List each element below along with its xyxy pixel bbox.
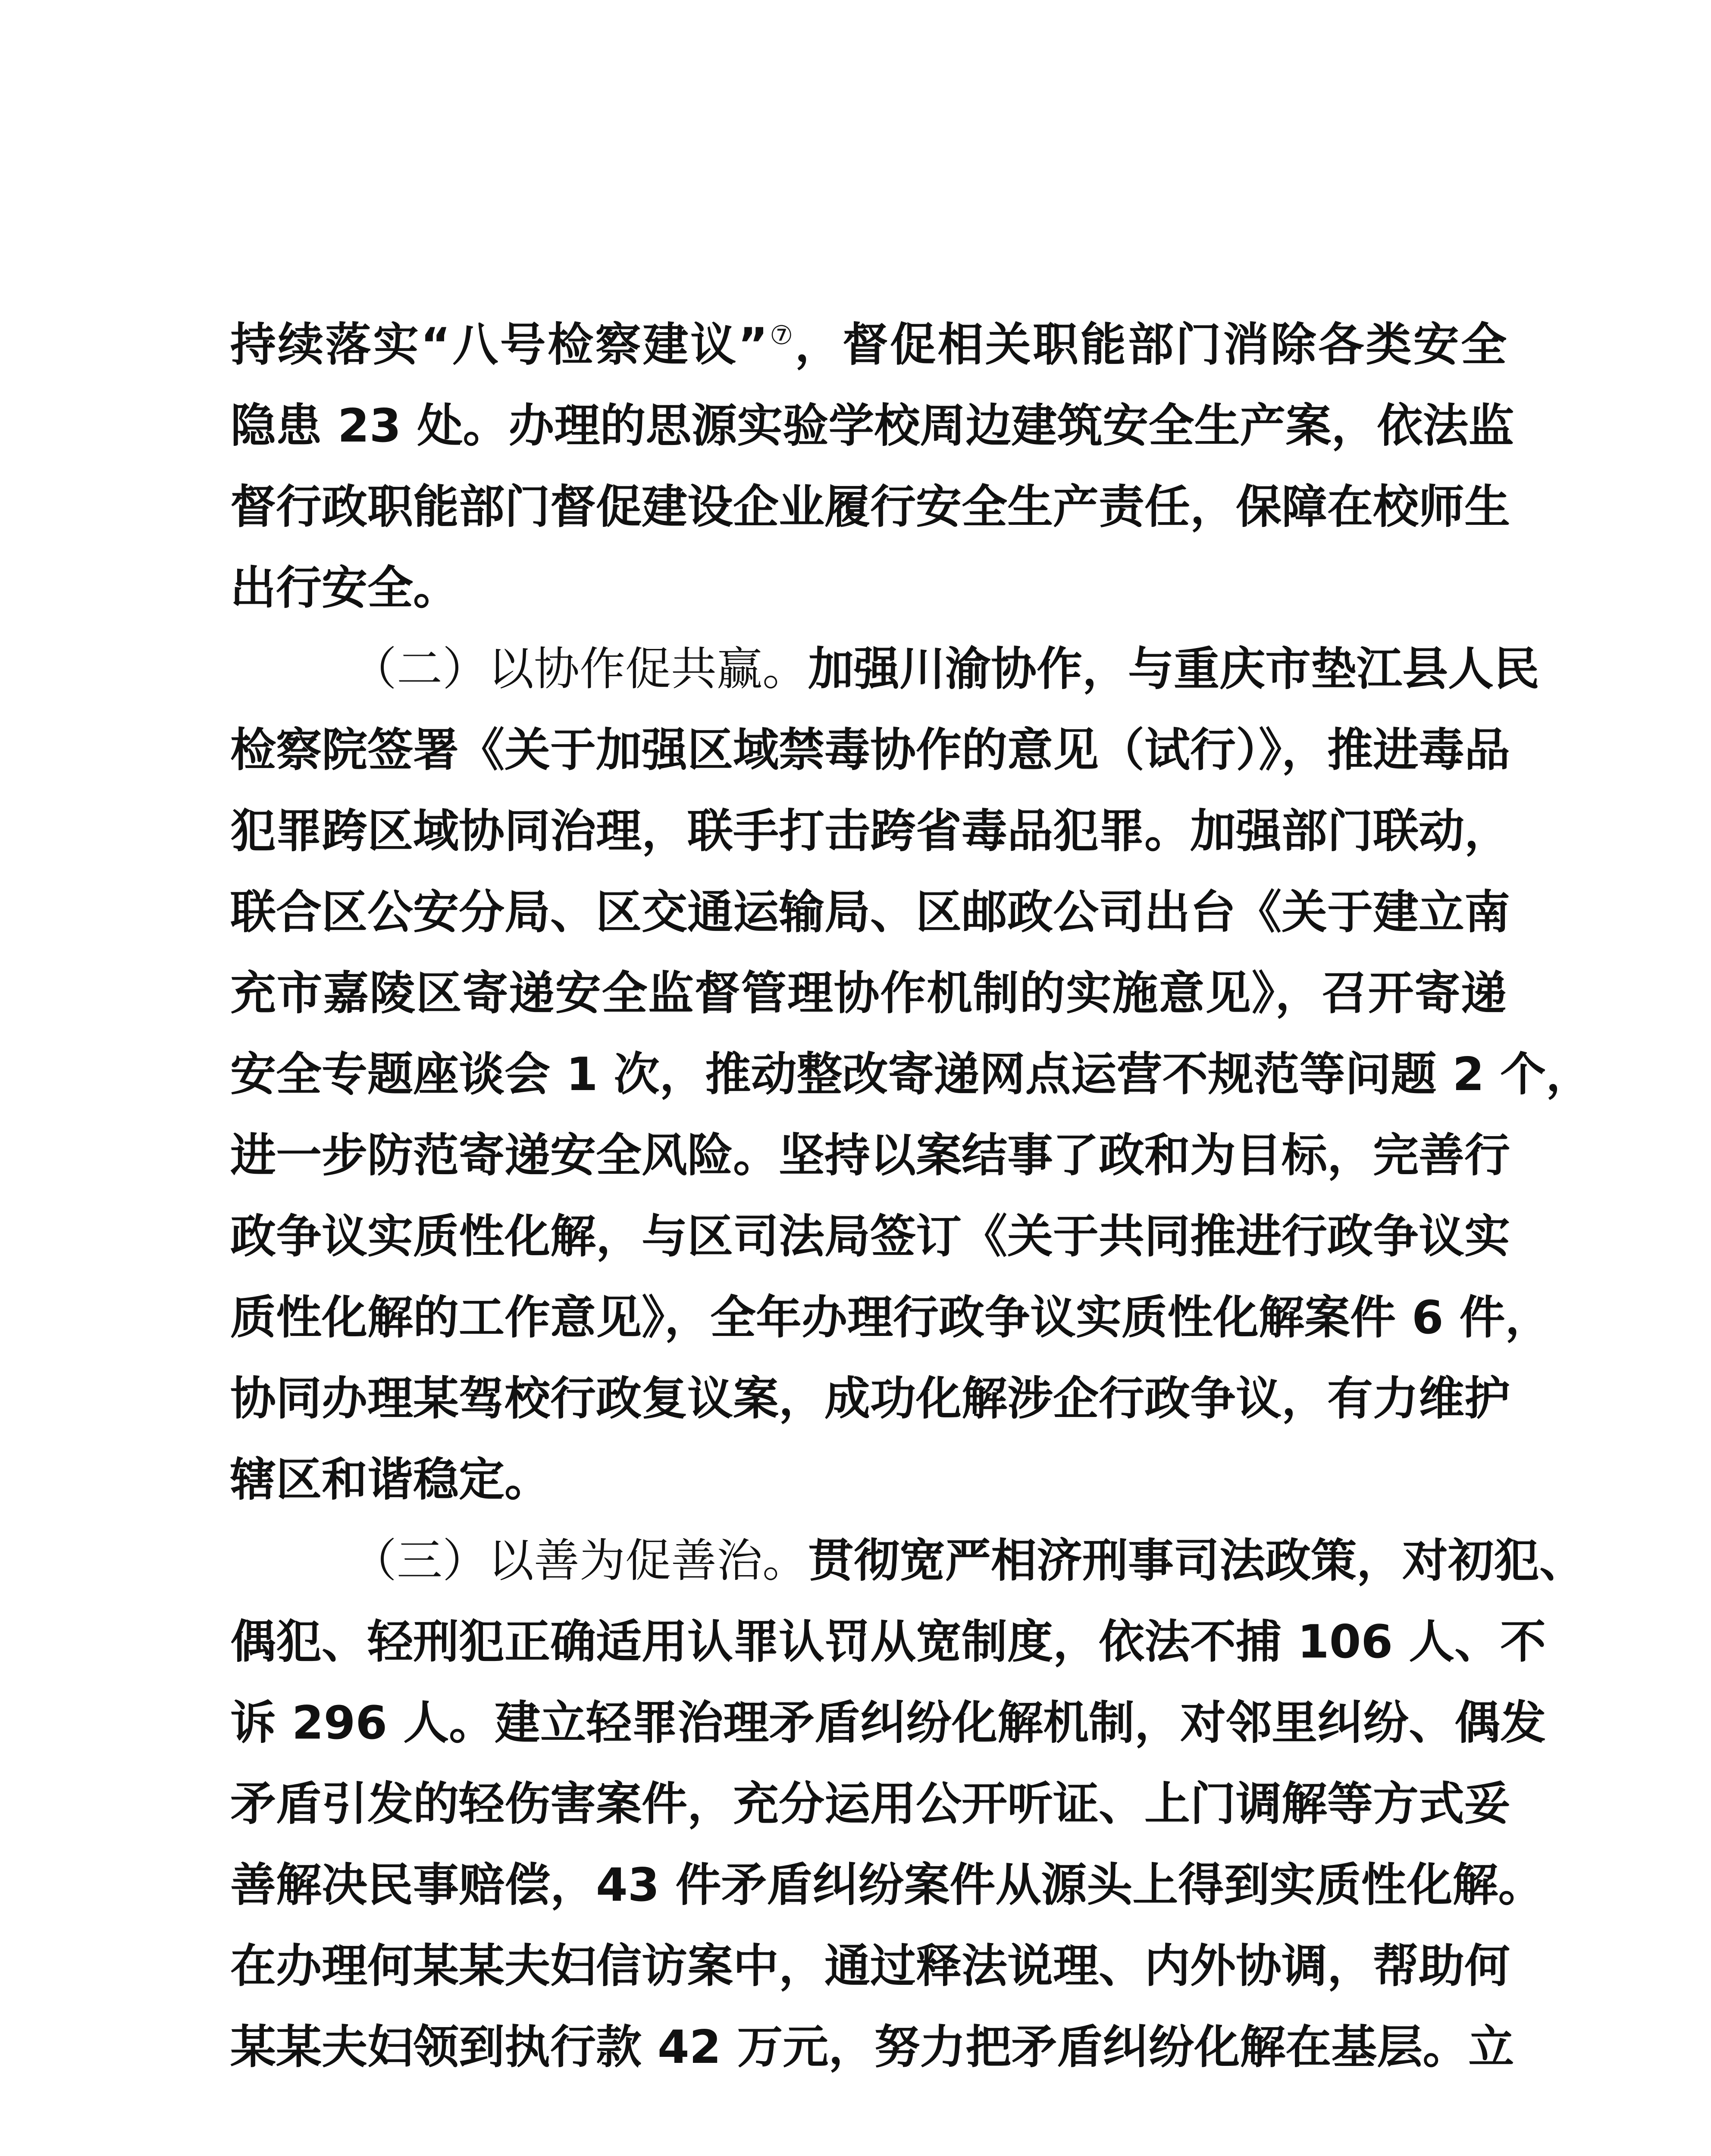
text-line: 政争议实质性化解，与区司法局签订《关于共同推进行政争议实 xyxy=(230,1210,1510,1263)
text-segment: 持续落实“八号检察建议” xyxy=(230,318,768,371)
text-line: 某某夫妇领到执行款 42 万元，努力把矛盾纠纷化解在基层。立 xyxy=(230,2021,1514,2074)
text-line: 联合区公安分局、区交通运输局、区邮政公司出台《关于建立南 xyxy=(230,886,1510,939)
text-line: 充市嘉陵区寄递安全监督管理协作机制的实施意见》，召开寄递 xyxy=(230,967,1507,1020)
document-body xyxy=(230,304,1592,2088)
text-line: 偶犯、轻刑犯正确适用认罪认罚从宽制度，依法不捕 106 人、不 xyxy=(230,1615,1546,1668)
paragraph-safety-hazards xyxy=(230,304,1514,629)
text-line: 犯罪跨区域协同治理，联手打击跨省毒品犯罪。加强部门联动， xyxy=(230,805,1510,858)
text-line: 出行安全。 xyxy=(230,561,459,614)
section-heading: （二）以协作促共赢。 xyxy=(351,642,808,696)
text-line: 隐患 23 处。办理的思源实验学校周边建筑安全生产案，依法监 xyxy=(230,399,1514,452)
paragraph-cooperation xyxy=(230,629,1592,1520)
text-line: 检察院签署《关于加强区域禁毒协作的意见（试行）》，推进毒品 xyxy=(230,724,1510,777)
text-line: 协同办理某驾校行政复议案，成功化解涉企行政争议，有力维护 xyxy=(230,1372,1510,1425)
text-line: 督行政职能部门督促建设企业履行安全生产责任，保障在校师生 xyxy=(230,480,1510,533)
text-line: 安全专题座谈会 1 次，推动整改寄递网点运营不规范等问题 2 个， xyxy=(230,1048,1592,1101)
text-line xyxy=(230,629,1539,710)
footnote-reference: ⑦ xyxy=(768,320,795,351)
text-segment: 贯彻宽严相济刑事司法政策，对初犯、 xyxy=(808,1534,1585,1587)
text-line xyxy=(230,304,1507,385)
text-line: 在办理何某某夫妇信访案中，通过释法说理、内外协调，帮助何 xyxy=(230,1940,1510,1993)
paragraph-good-governance xyxy=(230,1520,1585,2088)
text-line: 诉 296 人。建立轻罪治理矛盾纠纷化解机制，对邻里纠纷、偶发 xyxy=(230,1696,1546,1749)
text-line: 辖区和谐稳定。 xyxy=(230,1453,550,1506)
text-line: 善解决民事赔偿，43 件矛盾纠纷案件从源头上得到实质性化解。 xyxy=(230,1858,1544,1912)
text-line: 进一步防范寄递安全风险。坚持以案结事了政和为目标，完善行 xyxy=(230,1129,1510,1182)
text-line: 矛盾引发的轻伤害案件，充分运用公开听证、上门调解等方式妥 xyxy=(230,1777,1510,1830)
text-line xyxy=(230,1520,1585,1601)
text-line: 质性化解的工作意见》，全年办理行政争议实质性化解案件 6 件， xyxy=(230,1291,1551,1344)
section-heading: （三）以善为促善治。 xyxy=(351,1534,808,1587)
text-segment: 加强川渝协作，与重庆市垫江县人民 xyxy=(808,642,1539,696)
text-segment: ，督促相关职能部门消除各类安全 xyxy=(795,318,1507,371)
